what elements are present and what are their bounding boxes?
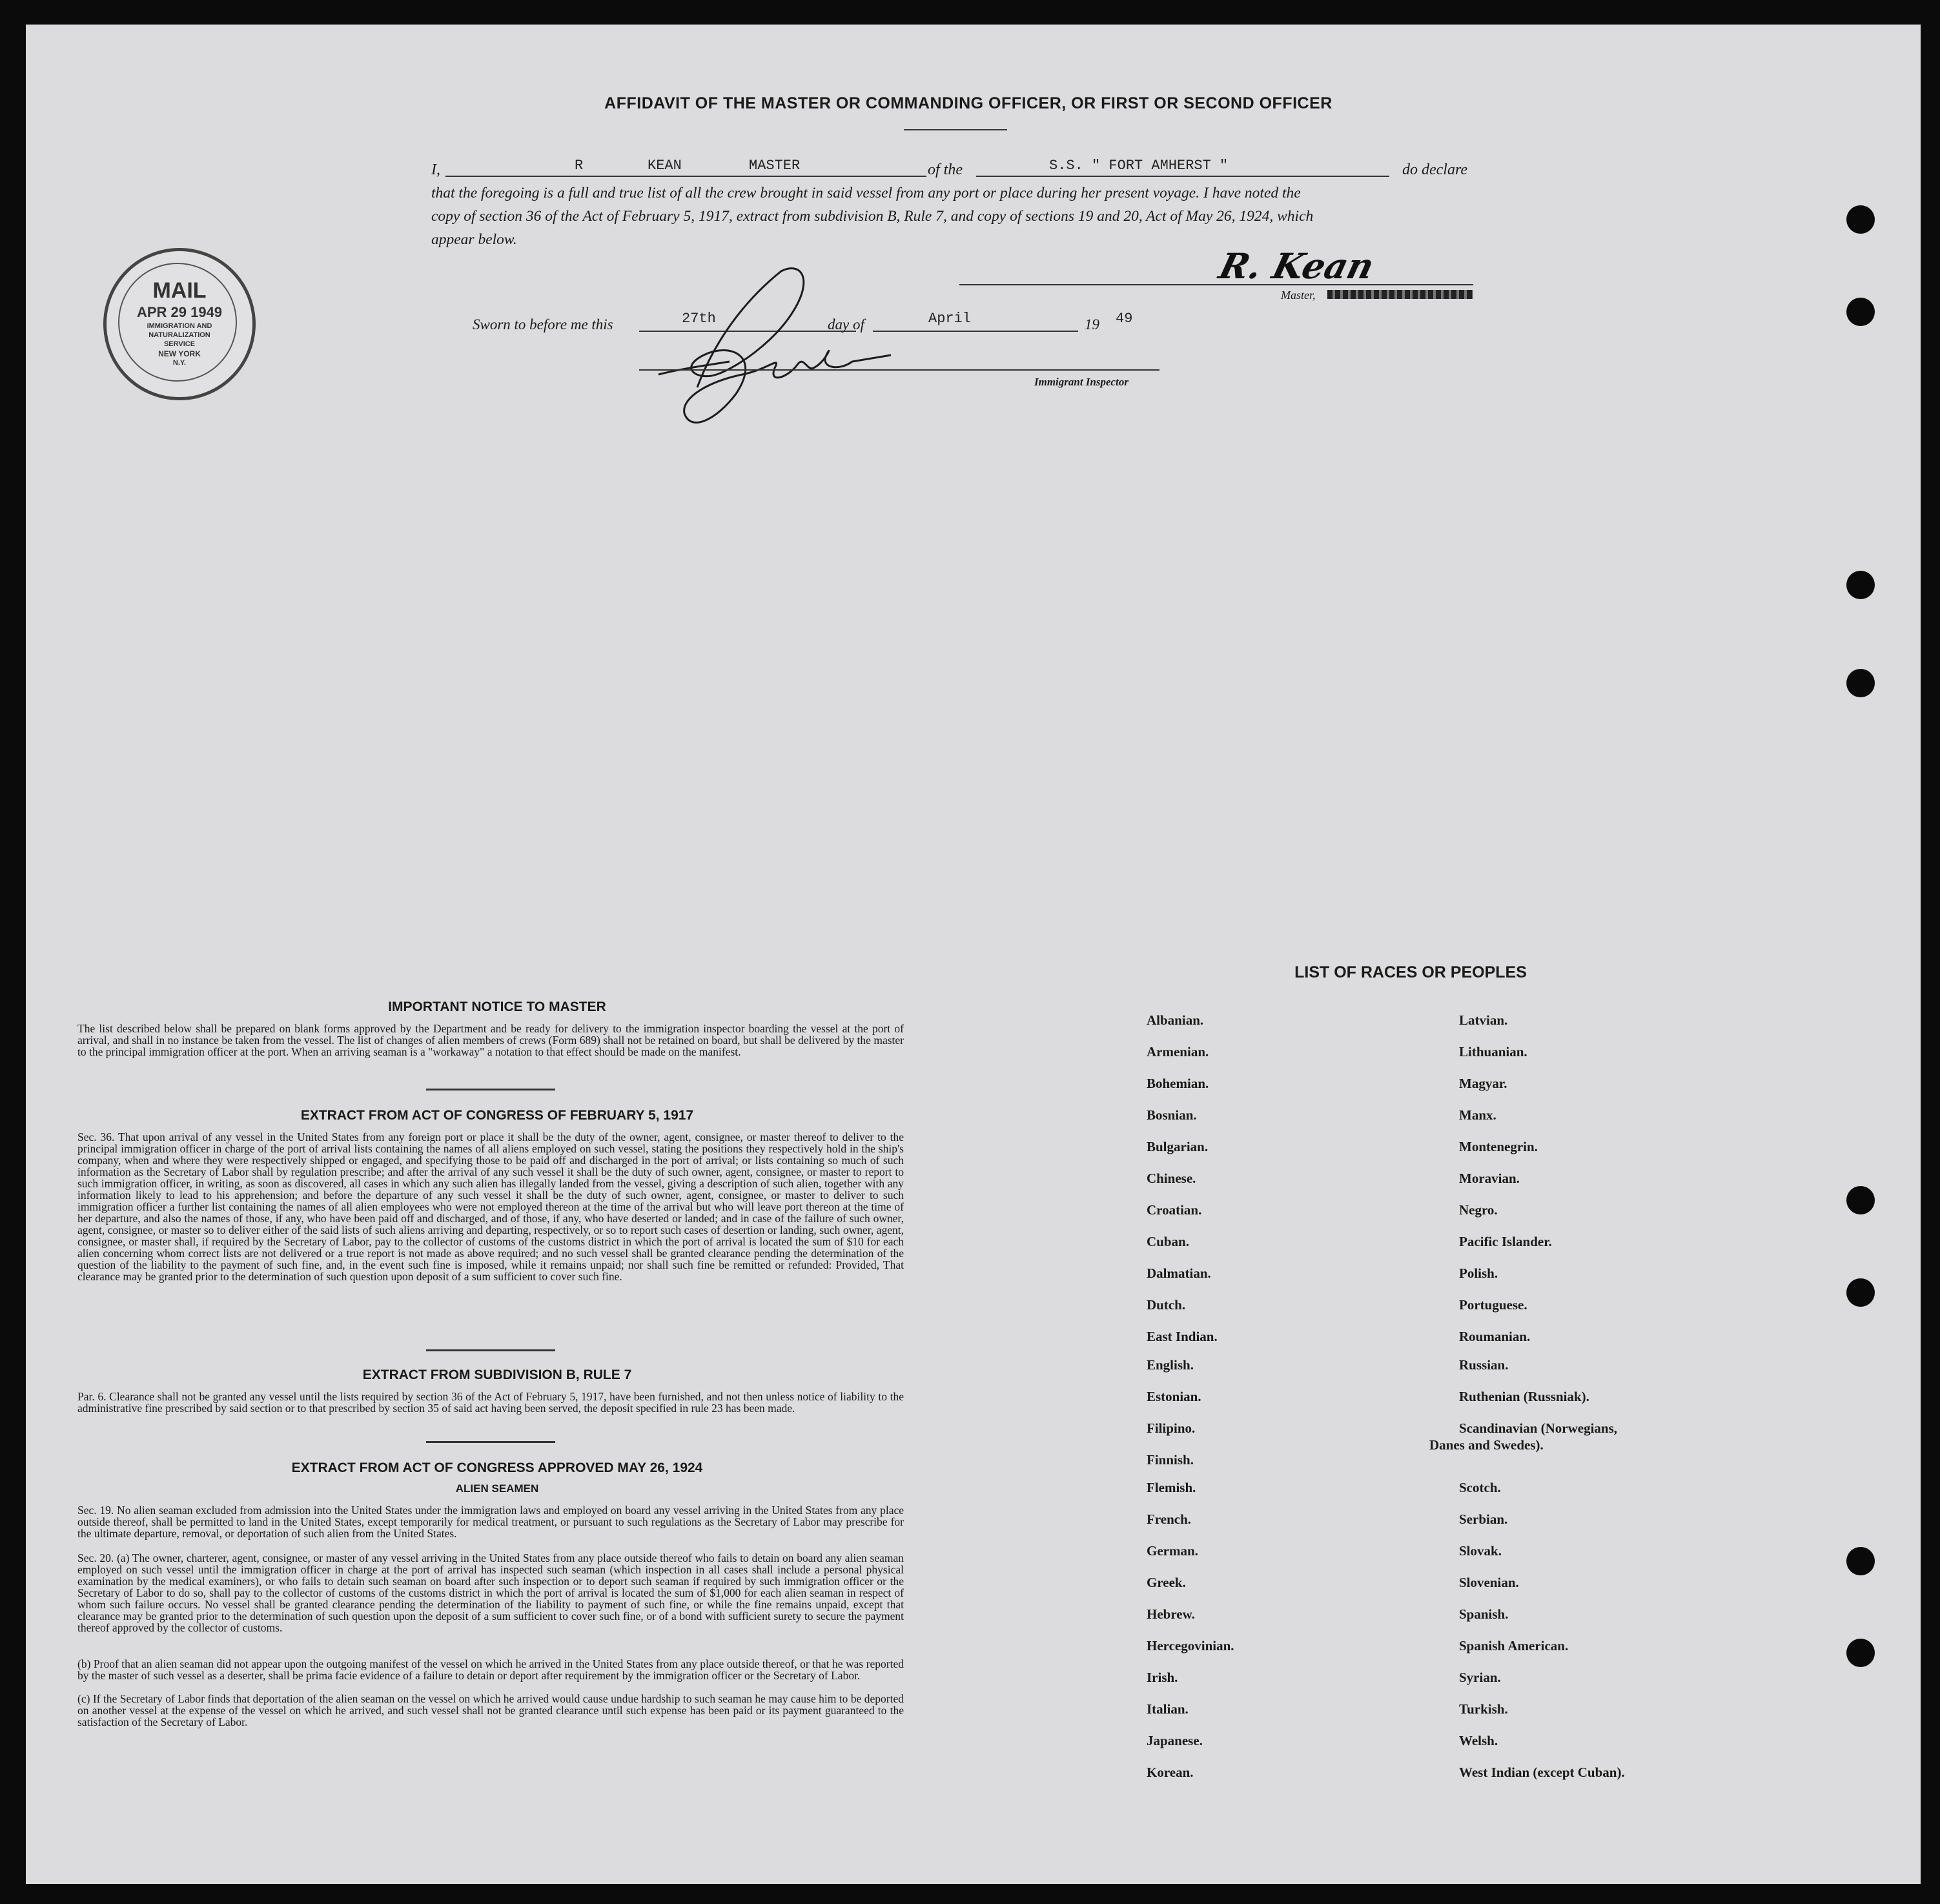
race-item: Korean. bbox=[1147, 1765, 1194, 1780]
stamp-mail: MAIL bbox=[152, 278, 207, 303]
vessel-field-line bbox=[976, 176, 1389, 177]
race-item: Pacific Islander. bbox=[1459, 1234, 1552, 1249]
stamp-line-5: N.Y. bbox=[172, 359, 187, 367]
extract-1924-title: EXTRACT FROM ACT OF CONGRESS APPROVED MAY 26, 1924 bbox=[291, 1460, 703, 1475]
race-item: Hebrew. bbox=[1147, 1606, 1195, 1622]
inspector-label: Immigrant Inspector bbox=[1034, 376, 1128, 388]
punch-hole bbox=[1846, 669, 1875, 697]
year-suffix: 49 bbox=[1116, 311, 1133, 327]
punch-hole bbox=[1846, 1278, 1875, 1307]
race-item: Moravian. bbox=[1459, 1171, 1520, 1186]
race-item: Spanish American. bbox=[1459, 1638, 1569, 1653]
race-item: Estonian. bbox=[1147, 1389, 1201, 1404]
section-divider bbox=[426, 1441, 555, 1443]
punch-hole bbox=[1846, 1547, 1875, 1575]
title-divider bbox=[904, 129, 1007, 130]
sworn-label: Sworn to before me this bbox=[473, 316, 613, 333]
race-item: Portuguese. bbox=[1459, 1297, 1527, 1313]
race-item: Serbian. bbox=[1459, 1511, 1508, 1527]
race-item: Greek. bbox=[1147, 1575, 1186, 1590]
race-item: Spanish. bbox=[1459, 1606, 1509, 1622]
punch-hole bbox=[1846, 1639, 1875, 1667]
extract-1924-subtitle: ALIEN SEAMEN bbox=[455, 1482, 539, 1495]
race-item: Chinese. bbox=[1147, 1171, 1196, 1186]
race-item: Negro. bbox=[1459, 1202, 1498, 1218]
races-title: LIST OF RACES OR PEOPLES bbox=[1294, 963, 1527, 981]
punch-hole bbox=[1846, 205, 1875, 234]
race-item: Dutch. bbox=[1147, 1297, 1186, 1313]
punch-hole bbox=[1846, 571, 1875, 599]
name-position: MASTER bbox=[749, 158, 801, 174]
do-declare-label: do declare bbox=[1402, 161, 1468, 178]
race-item: Flemish. bbox=[1147, 1480, 1196, 1495]
stamp-line-2: NATURALIZATION bbox=[148, 331, 210, 339]
race-item: Welsh. bbox=[1459, 1733, 1498, 1748]
race-item: Bohemian. bbox=[1147, 1076, 1209, 1091]
punch-hole bbox=[1846, 1186, 1875, 1214]
sworn-month: April bbox=[928, 311, 972, 327]
notice-body: The list described below shall be prepared on blank forms approved by the Department and be ready for delivery to the immigration inspector boarding the vessel at the port of arrival, and shall in no instance be taken from the vessel. The list of changes of alien members of crews (Form 689) shall not be retained on board, but shall be delivered by the master to the principal immigration officer at the port. When an arriving seaman is a "workaway" a notation to that effect should be made on the manifest. bbox=[77, 1022, 904, 1058]
inspector-signature bbox=[620, 258, 930, 439]
race-item: Filipino. bbox=[1147, 1420, 1196, 1436]
race-item: East Indian. bbox=[1147, 1329, 1218, 1344]
race-item: Syrian. bbox=[1459, 1670, 1501, 1685]
race-item: Italian. bbox=[1147, 1701, 1189, 1717]
race-item: Lithuanian. bbox=[1459, 1044, 1527, 1059]
race-item: Russian. bbox=[1459, 1357, 1509, 1373]
race-item: German. bbox=[1147, 1543, 1198, 1559]
sec-19-body: Sec. 19. No alien seaman excluded from admission into the United States under the immigration laws and employed on board any vessel arriving in the United States from any place outside thereof, shall be permitted to land in the United States, except temporarily for medical treatment, or pursuant to such regulations as the Secretary of Labor may prescribe for the ultimate departure, removal, or deportation of such alien from the United States. bbox=[77, 1504, 904, 1540]
race-item: French. bbox=[1147, 1511, 1192, 1527]
struck-out-text bbox=[1327, 290, 1473, 299]
stamp-date: APR 29 1949 bbox=[136, 304, 223, 320]
race-item: Japanese. bbox=[1147, 1733, 1203, 1748]
of-the-label: of the bbox=[928, 161, 963, 178]
stamp-line-1: IMMIGRATION AND bbox=[147, 322, 212, 330]
race-item: Slovak. bbox=[1459, 1543, 1502, 1559]
notice-title: IMPORTANT NOTICE TO MASTER bbox=[388, 999, 606, 1014]
race-item: Danes and Swedes). bbox=[1429, 1437, 1544, 1453]
sec-20a-body: Sec. 20. (a) The owner, charterer, agent, consignee, or master of any vessel arriving in the United States from any place outside thereof who fails to detain on board any alien seaman employed on such vessel until the immigration officer in charge at the port of arrival has inspected such seaman (which inspection in all cases shall include a personal physical examination by the medical examiners), or who fails to detain such seaman on board after such inspection or to deport such seaman if required by such immigration officer or the Secretary of Labor to do so, shall pay to the collector of customs of the customs district in which the port of arrival is located the sum of $1,000 for each alien seaman in respect of whom such failure occurs. No vessel shall be granted clearance pending the determination of the liability to payment of such fine, or while the fine remains unpaid, except that clearance may be granted prior to the determination of such question upon the deposit of a sum sufficient to cover such fine, or of a bond with sufficient surety to secure the payment thereof approved by the collector of customs. bbox=[77, 1551, 904, 1634]
race-item: Hercegovinian. bbox=[1147, 1638, 1234, 1653]
name-surname: KEAN bbox=[648, 158, 682, 174]
affidavit-title: AFFIDAVIT OF THE MASTER OR COMMANDING OFFICER, OR FIRST OR SECOND OFFICER bbox=[604, 94, 1332, 112]
race-item: West Indian (except Cuban). bbox=[1459, 1765, 1625, 1780]
punch-hole bbox=[1846, 298, 1875, 326]
race-item: Turkish. bbox=[1459, 1701, 1508, 1717]
affidavit-line-3: appear below. bbox=[431, 231, 517, 248]
race-item: Scotch. bbox=[1459, 1480, 1501, 1495]
stamp-line-4: NEW YORK bbox=[158, 349, 201, 358]
race-item: Albanian. bbox=[1147, 1012, 1204, 1028]
race-item: Cuban. bbox=[1147, 1234, 1189, 1249]
race-item: Bulgarian. bbox=[1147, 1139, 1209, 1154]
race-item: Croatian. bbox=[1147, 1202, 1202, 1218]
race-item: Finnish. bbox=[1147, 1452, 1194, 1468]
day-of-label: day of bbox=[828, 316, 864, 333]
race-item: Ruthenian (Russniak). bbox=[1459, 1389, 1589, 1404]
sec-20b-body: (b) Proof that an alien seaman did not appear upon the outgoing manifest of the vessel on which he arrived in the United States from any place outside thereof, or that he was reported by the master of such vessel as a deserter, shall be prima facie evidence of a failure to detain or deport after requirement by the immigration officer or the Secretary of Labor. bbox=[77, 1657, 904, 1682]
affidavit-i-label: I, bbox=[431, 161, 440, 178]
extract-rule7-body: Par. 6. Clearance shall not be granted any vessel until the lists required by section 36 of the Act of February 5, 1917, have been furnished, and not then unless notice of liability to the administrative fine prescribed by said section or to that prescribed by section 35 of said act having been served, the deposit specified in rule 23 has been made. bbox=[77, 1390, 904, 1415]
race-item: Polish. bbox=[1459, 1265, 1498, 1281]
vessel-name: S.S. " FORT AMHERST " bbox=[1049, 158, 1229, 174]
extract-rule7-title: EXTRACT FROM SUBDIVISION B, RULE 7 bbox=[362, 1367, 632, 1382]
race-item: Irish. bbox=[1147, 1670, 1178, 1685]
mail-stamp bbox=[103, 248, 256, 400]
race-item: Dalmatian. bbox=[1147, 1265, 1211, 1281]
inspector-signature-line bbox=[639, 369, 1159, 371]
sworn-day: 27th bbox=[682, 311, 716, 327]
race-item: Scandinavian (Norwegians, bbox=[1459, 1420, 1618, 1436]
sec-20c-body: (c) If the Secretary of Labor finds that deportation of the alien seaman on the vessel on which he arrived would cause undue hardship to such seaman he may cause him to be deported on another vessel at the expense of the vessel on which he arrived, and such vessel shall not be granted clearance until such expense has been paid or its payment guaranteed to the satisfaction of the Secretary of Labor. bbox=[77, 1692, 904, 1728]
extract-1917-body: Sec. 36. That upon arrival of any vessel in the United States from any foreign port or place it shall be the duty of the owner, agent, consignee, or master thereof to deliver to the principal immigration officer in charge of the port of arrival lists containing the names of all aliens employed on such vessel, stating the positions they respectively hold in the ship's company, when and where they were respectively shipped or engaged, and specifying those to be paid off and discharged in the port of arrival; or lists containing so much of such information as the Secretary of Labor shall by regulation prescribe; and after the arrival of any such vessel it shall be the duty of such owner, agent, consignee, or master to report to such immigration officer, in writing, as soon as discovered, all cases in which any such alien has illegally landed from the vessel, giving a description of such alien, together with any information likely to lead to his apprehension; and before the departure of any such vessel it shall be the duty of such owner, agent, consignee, or master to deliver to such immigration officer a further list containing the names of all alien employees who were not employed thereon at the time of the arrival but who will leave port thereon at the time of her departure, and also the names of those, if any, who have been paid off and discharged, and of those, if any, who have deserted or landed; and in case of the failure of such owner, agent, consignee, or master so to deliver either of the said lists of such aliens arriving and departing, respectively, or so to report such cases of desertion or landing, such owner, agent, consignee, or master shall, if required by the Secretary of Labor, pay to the collector of customs of the customs district in which the port of arrival is located the sum of $10 for each alien concerning whom correct lists are not delivered or a true report is not made as above required; and no such vessel shall be granted clearance pending the determination of the question of the liability to the payment of such fine, and, in the event such fine is imposed, while it remains unpaid; nor shall such fine be remitted or refunded: Provided, That clearance may be granted prior to the determination of such question upon deposit of a sum sufficient to cover such fine. bbox=[77, 1131, 904, 1283]
race-item: Latvian. bbox=[1459, 1012, 1508, 1028]
master-label: Master, bbox=[1281, 289, 1316, 302]
race-item: English. bbox=[1147, 1357, 1194, 1373]
affidavit-line-1: that the foregoing is a full and true list of all the crew brought in said vessel from any port or place during her present voyage. I have noted the bbox=[431, 185, 1301, 201]
race-item: Magyar. bbox=[1459, 1076, 1507, 1091]
name-field-line bbox=[445, 176, 926, 177]
race-item: Roumanian. bbox=[1459, 1329, 1531, 1344]
affidavit-line-2: copy of section 36 of the Act of February 5, 1917, extract from subdivision B, Rule 7, and copy of sections 19 and 20, Act of May 26, 1924, which bbox=[431, 208, 1314, 225]
race-item: Montenegrin. bbox=[1459, 1139, 1538, 1154]
master-signature: R. Kean bbox=[1215, 245, 1378, 287]
race-item: Manx. bbox=[1459, 1107, 1496, 1123]
race-item: Bosnian. bbox=[1147, 1107, 1197, 1123]
name-initial: R bbox=[575, 158, 584, 174]
stamp-line-3: SERVICE bbox=[163, 340, 196, 348]
extract-1917-title: EXTRACT FROM ACT OF CONGRESS OF FEBRUARY 5, 1917 bbox=[300, 1108, 694, 1123]
section-divider bbox=[426, 1349, 555, 1351]
section-divider bbox=[426, 1089, 555, 1090]
year-prefix: 19 bbox=[1085, 316, 1099, 333]
race-item: Slovenian. bbox=[1459, 1575, 1519, 1590]
race-item: Armenian. bbox=[1147, 1044, 1209, 1059]
